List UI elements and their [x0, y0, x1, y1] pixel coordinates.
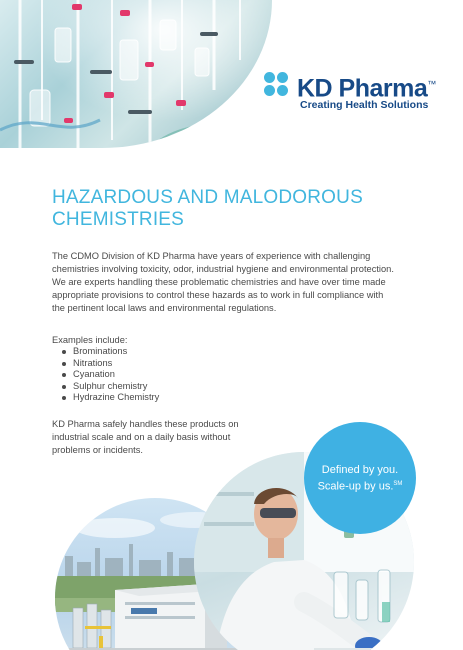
slogan-line-1: Defined by you. [321, 463, 399, 476]
closing-paragraph: KD Pharma safely handles these products on industrial scale and on a daily basis without problems or incidents. [52, 419, 239, 455]
laboratory-glassware-photo [0, 0, 272, 148]
logo-dots-icon [263, 71, 289, 97]
examples-label: Examples include: [52, 335, 128, 345]
examples-list [52, 346, 159, 404]
slogan-line-2: Scale-up by us.℠ [317, 480, 403, 493]
list-item: Brominations [52, 346, 159, 358]
page-title [52, 187, 382, 231]
list-item: Sulphur chemistry [52, 381, 159, 393]
intro-paragraph: The CDMO Division of KD Pharma have years of experience with challenging chemistries involving toxicity, odor, industrial hygiene and environmental protection. We are experts handling these problematic chemistries and have over time made appropriate provisions to control these hazards as to work in full compliance with the pertinent local laws and environmental regulations. [52, 251, 394, 313]
list-item: Hydrazine Chemistry [52, 392, 159, 404]
page-title-line-1: HAZARDOUS AND MALODOROUS [52, 187, 363, 208]
trademark-symbol: ™ [427, 79, 436, 89]
logo-wordmark: KD Pharma™ [297, 74, 436, 103]
service-mark: SM [393, 480, 403, 487]
page-title-line-2: CHEMISTRIES [52, 209, 185, 230]
slogan-badge [304, 422, 416, 534]
logo-tagline: Creating Health Solutions [300, 99, 429, 111]
kd-pharma-logo [263, 70, 443, 114]
list-item: Nitrations [52, 358, 159, 370]
list-item: Cyanation [52, 369, 159, 381]
